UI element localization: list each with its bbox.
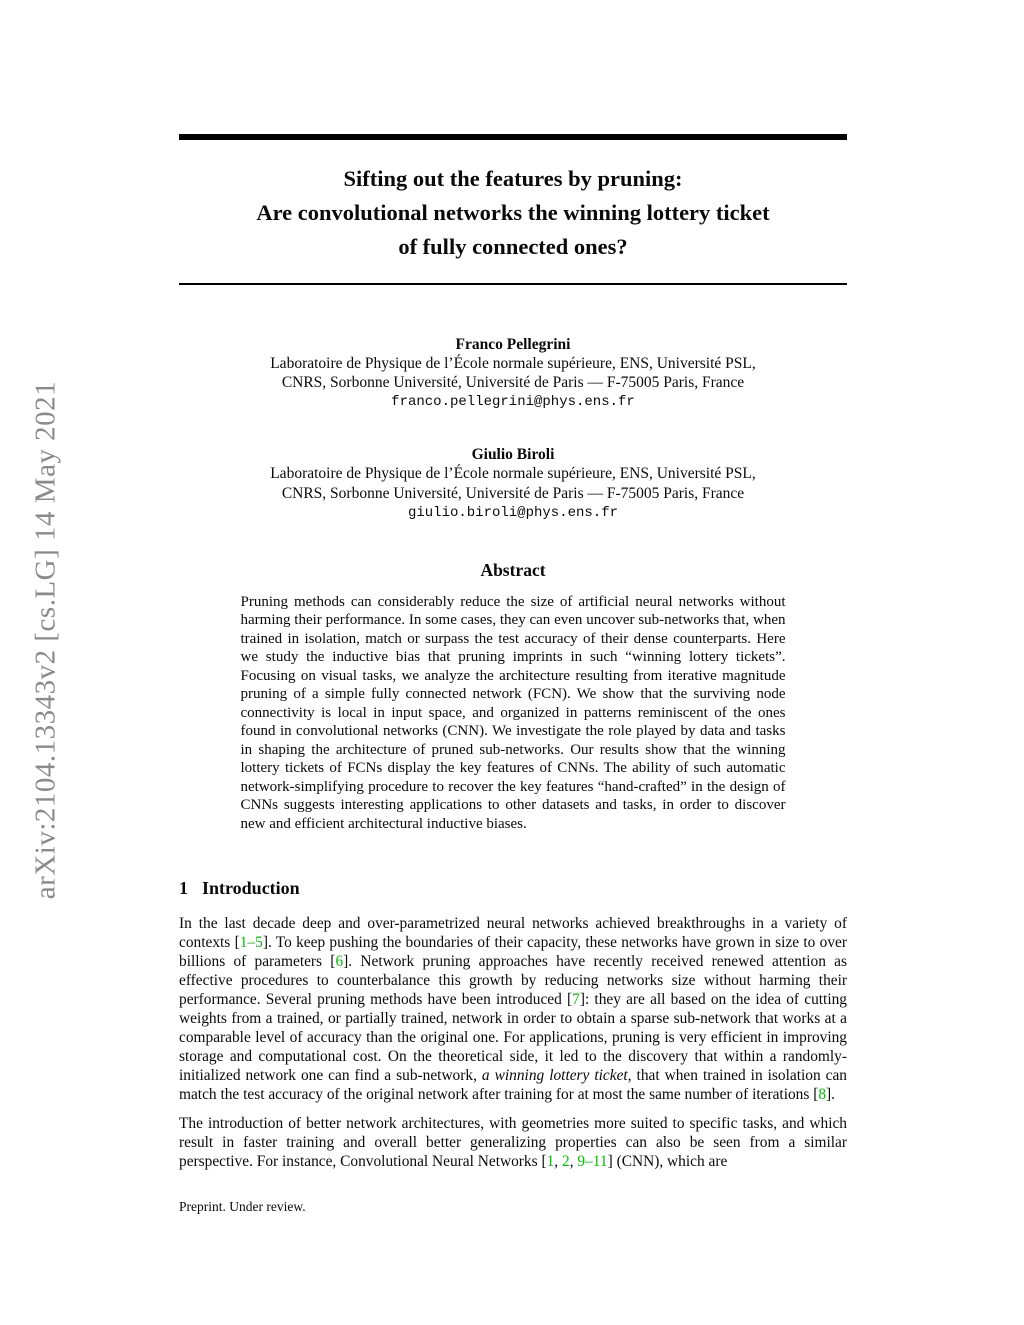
- author-email: giulio.biroli@phys.ens.fr: [407, 504, 619, 521]
- abstract-heading: Abstract: [480, 559, 546, 580]
- citation-link[interactable]: 5: [255, 934, 263, 952]
- intro-paragraph-1: [179, 914, 847, 1104]
- citation-link[interactable]: 8: [818, 1086, 827, 1104]
- body-text: ,: [569, 1153, 578, 1171]
- author-affiliation-line: Laboratoire de Physique de l’École normale supérieure, ENS, Université PSL,: [270, 465, 756, 483]
- body-text: ]: they are all based on the idea of cutting weights from a trained, or partially trained, network in order to obtain a sparse sub-network that works at a comparable level of accuracy than the original one. For applications, pruning is very efficient in improving storage and computational cost. On the theoretical side, it led to the discovery that within a randomly-initialized network one can find a sub-network,: [179, 991, 847, 1085]
- body-text: , that when trained in isolation can match the test accuracy of the original network after training for at most the same number of iterations [: [179, 1067, 847, 1104]
- preprint-note: Preprint. Under review.: [179, 1199, 306, 1215]
- citation-link[interactable]: –: [247, 934, 256, 952]
- paper-title: [179, 162, 847, 264]
- body-text: ,: [554, 1153, 562, 1171]
- author-block-2: [179, 445, 847, 522]
- citation-link[interactable]: 11: [592, 1153, 608, 1171]
- body-text: In the last decade deep and over-parametrized neural networks achieved breakthroughs in a variety of contexts [: [179, 915, 847, 952]
- emphasis-text: a winning lottery ticket: [481, 1067, 628, 1085]
- citation-link[interactable]: 9: [577, 1153, 586, 1171]
- citation-link[interactable]: 7: [572, 991, 580, 1009]
- citation-link[interactable]: 2: [561, 1153, 570, 1171]
- body-text: The introduction of better network architectures, with geometries more suited to specific tasks, and which result in faster training and overall better generalizing properties can also be seen from a similar perspective. For instance, Convolutional Neural Networks [: [179, 1115, 847, 1171]
- author-affiliation-line: Laboratoire de Physique de l’École normale supérieure, ENS, Université PSL,: [270, 355, 756, 372]
- author-name: Giulio Biroli: [471, 446, 555, 464]
- intro-paragraph-2: [179, 1114, 847, 1171]
- author-block-1: [179, 335, 847, 412]
- section-heading-introduction: [179, 877, 847, 899]
- title-line-2: Are convolutional networks the winning lottery ticket: [256, 200, 770, 225]
- citation-link[interactable]: –: [585, 1153, 593, 1171]
- top-rule: [179, 134, 847, 140]
- author-email: franco.pellegrini@phys.ens.fr: [391, 394, 635, 411]
- paper-content: [179, 0, 847, 1215]
- citation-link[interactable]: 1: [239, 934, 248, 952]
- author-affiliation-line: CNRS, Sorbonne Université, Université de Paris — F-75005 Paris, France: [281, 484, 745, 502]
- title-rule: [179, 283, 847, 285]
- body-text: ] (CNN), which are: [607, 1153, 728, 1171]
- section-number: 1: [179, 878, 188, 899]
- body-text: ]. To keep pushing the boundaries of their capacity, these networks have grown in size to over billions of parameters [: [179, 934, 847, 971]
- citation-link[interactable]: 6: [335, 953, 344, 971]
- citation-link[interactable]: 1: [546, 1153, 555, 1171]
- body-text: ].: [826, 1086, 836, 1104]
- title-line-1: Sifting out the features by pruning:: [343, 166, 683, 191]
- author-name: Franco Pellegrini: [455, 336, 571, 353]
- body-text: ]. Network pruning approaches have recently received renewed attention as effective procedures to counterbalance this growth by reducing networks size without harming their performance. Several pruning methods have been introduced [: [179, 953, 847, 1009]
- abstract-text: Pruning methods can considerably reduce the size of artificial neural networks without harming their performance. In some cases, they can even uncover sub-networks that, when trained in isolation, match or surpass the test accuracy of their dense counterparts. Here we study the inductive bias that pruning imprints in such “winning lottery tickets”. Focusing on visual tasks, we analyze the architecture resulting from iterative magnitude pruning of a simple fully connected network (FCN). We show that the surviving node connectivity is local in input space, and organized in patterns reminiscent of the ones found in convolutional networks (CNN). We investigate the role played by data and tasks in shaping the architecture of pruned sub-networks. Our results show that the winning lottery tickets of FCNs display the key features of CNNs. The ability of such automatic network-simplifying procedure to recover the key features “hand-crafted” in the design of CNNs suggests interesting applications to other datasets and tasks, in order to discover new and efficient architectural inductive biases.: [240, 593, 786, 832]
- author-affiliation-line: CNRS, Sorbonne Université, Université de Paris — F-75005 Paris, France: [281, 374, 745, 392]
- arxiv-watermark: arXiv:2104.13343v2 [cs.LG] 14 May 2021: [29, 380, 62, 900]
- section-title: Introduction: [202, 878, 300, 899]
- title-line-3: of fully connected ones?: [398, 234, 628, 259]
